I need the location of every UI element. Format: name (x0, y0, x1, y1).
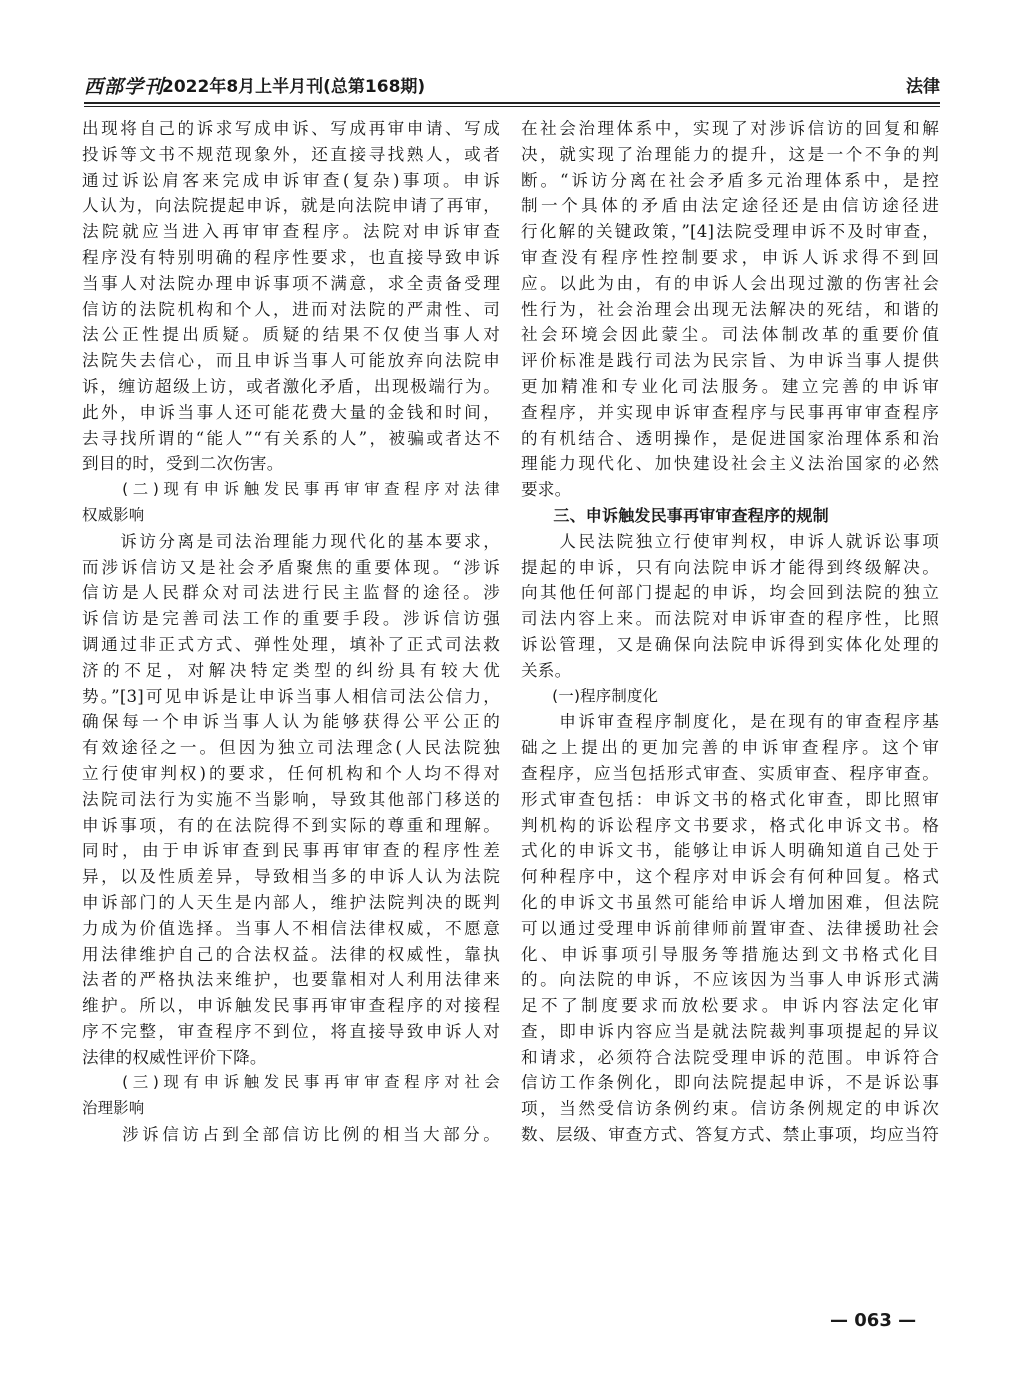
text-line: 通过诉讼肩客来完成申诉审查(复杂)事项。申诉 (82, 170, 500, 190)
text-line: 化、申诉事项引导服务等措施达到文书格式化目 (521, 944, 939, 964)
text-line: 审查没有程序性控制要求，申诉人诉求得不到回 (521, 247, 939, 267)
text-line: 法者的严格执法来维护，也要靠相对人利用法律来 (82, 970, 500, 990)
text-line: 维护。所以，申诉触发民事再审审查程序的对接程 (82, 996, 500, 1016)
text-line: 出现将自己的诉求写成申诉、写成再审申请、写成 (82, 119, 500, 138)
text-line: 法院司法行为实施不当影响，导致其他部门移送的 (82, 789, 500, 809)
text-line: 法律的权威性评价下降。 (82, 1047, 267, 1067)
text-line: 去寻找所谓的“能人”“有关系的人”，被骗或者达不 (82, 428, 500, 448)
text-line: 人认为，向法院提起申诉，就是向法院申请了再审， (82, 196, 500, 216)
subsection-heading: 权威影响 (82, 505, 145, 524)
text-line: 判机构的诉讼程序文书要求，格式化申诉文书。格 (521, 815, 939, 835)
text-line: 可以通过受理申诉前律师前置审查、法律援助社会 (521, 918, 939, 938)
text-line: 向其他任何部门提起的申诉，均会回到法院的独立 (521, 583, 939, 603)
text-line: 式化的申诉文书，能够让申诉人明确知道自己处于 (521, 841, 939, 861)
text-line: 司法内容上来。而法院对申诉审查的程序性，比照 (521, 609, 939, 629)
text-line: 用法律维护自己的合法权益。法律的权威性，靠执 (82, 944, 500, 964)
running-header (84, 70, 940, 102)
text-line: 评价标准是践行司法为民宗旨、为申诉当事人提供 (521, 351, 939, 371)
text-line: 确保每一个申诉当事人认为能够获得公平公正的 (82, 712, 500, 732)
text-line: 信访的法院机构和个人，进而对法院的严肃性、司 (82, 299, 500, 319)
text-line: 诉访分离是司法治理能力现代化的基本要求， (82, 531, 500, 551)
text-line: 人民法院独立行使审判权，申诉人就诉讼事项 (521, 531, 939, 551)
right-column (521, 116, 939, 1148)
header-rule (84, 102, 940, 104)
text-line: 此外，申诉当事人还可能花费大量的金钱和时间， (82, 402, 500, 422)
subsection-heading: (一)程序制度化 (521, 686, 659, 705)
section-name: 法律 (906, 77, 940, 97)
text-line: 诉讼管理，又是确保向法院申诉得到实体化处理的 (521, 634, 939, 654)
text-line: 社会环境会因此蒙尘。司法体制改革的重要价值 (521, 325, 939, 345)
text-line: 决，就实现了治理能力的提升，这是一个不争的判 (521, 144, 939, 164)
text-line: 法公正性提出质疑。质疑的结果不仅使当事人对 (82, 325, 500, 345)
text-line: 涉诉信访占到全部信访比例的相当大部分。 (82, 1125, 500, 1145)
left-column (82, 116, 500, 1148)
text-line: 在社会治理体系中，实现了对涉诉信访的回复和解 (521, 119, 939, 138)
text-line: 有效途径之一。但因为独立司法理念(人民法院独 (82, 738, 500, 758)
text-line: 应。以此为由，有的申诉人会出现过激的伤害社会 (521, 273, 939, 293)
text-line: 化的申诉文书虽然可能给申诉人增加困难，但法院 (521, 892, 939, 912)
text-line: 而涉诉信访又是社会矛盾聚焦的重要体现。“涉诉 (82, 557, 500, 577)
text-line: 序不完整，审查程序不到位，将直接导致申诉人对 (82, 1021, 500, 1041)
text-line: 何种程序中，这个程序对申诉会有何种回复。格式 (521, 867, 939, 887)
text-line: 形式审查包括：申诉文书的格式化审查，即比照审 (521, 789, 939, 809)
text-line: 更加精准和专业化司法服务。建立完善的申诉审 (521, 376, 939, 396)
text-line: 关系。 (521, 660, 572, 680)
text-line: 诉，缠访超级上访，或者激化矛盾，出现极端行为。 (82, 376, 500, 396)
text-line: 断。“诉访分离在社会矛盾多元治理体系中，是控 (521, 170, 939, 190)
section-heading: 三、申诉触发民事再审审查程序的规制 (521, 505, 829, 525)
text-line: 申诉事项，有的在法院得不到实际的尊重和理解。 (82, 815, 500, 835)
page-number: — 063 — (830, 1310, 917, 1331)
text-line: 查，即申诉内容应当是就法院裁判事项提起的异议 (521, 1021, 939, 1041)
text-line: 信访工作条例化，即向法院提起申诉，不是诉讼事 (521, 1073, 939, 1093)
text-line: 力成为价值选择。当事人不相信法律权威，不愿意 (82, 918, 500, 938)
text-line: 础之上提出的更加完善的申诉审查程序。这个审 (521, 738, 939, 758)
subsection-heading: (三)现有申诉触发民事再审审查程序对社会 (82, 1073, 500, 1092)
text-line: 投诉等文书不规范现象外，还直接寻找熟人，或者 (82, 144, 500, 164)
text-line: 调通过非正式方式、弹性处理，填补了正式司法救 (82, 634, 500, 654)
text-line: 和请求，必须符合法院受理申诉的范围。申诉符合 (521, 1047, 939, 1067)
text-line: 异，以及性质差异，导致相当多的申诉人认为法院 (82, 867, 500, 887)
text-line: 要求。 (521, 480, 572, 500)
issue-info: 2022年8月上半月刊(总第168期) (162, 77, 426, 97)
journal-logo: 西部学刊 (84, 76, 165, 98)
text-line: 法院就应当进入再审审查程序。法院对申诉审查 (82, 222, 500, 242)
header-rule-thin (84, 106, 940, 107)
text-line: 法院失去信心，而且申诉当事人可能放弃向法院申 (82, 351, 500, 371)
text-line: 同时，由于申诉审查到民事再审审查的程序性差 (82, 841, 500, 861)
text-line: 制一个具体的矛盾由法定途径还是由信访途径进 (521, 196, 939, 216)
text-line: 提起的申诉，只有向法院申诉才能得到终级解决。 (521, 557, 939, 577)
text-line: 势。”[3]可见申诉是让申诉当事人相信司法公信力， (82, 686, 500, 706)
text-line: 诉信访是完善司法工作的重要手段。涉诉信访强 (82, 609, 500, 629)
subsection-heading: (二)现有申诉触发民事再审审查程序对法律 (82, 480, 500, 499)
text-line: 性行为，社会治理会出现无法解决的死结，和谐的 (521, 299, 939, 319)
text-line: 查程序，应当包括形式审查、实质审查、程序审查。 (521, 763, 939, 783)
text-line: 数、层级、审查方式、答复方式、禁止事项，均应当符 (521, 1125, 939, 1145)
text-line: 申诉部门的人天生是内部人，维护法院判决的既判 (82, 892, 500, 912)
text-line: 信访是人民群众对司法进行民主监督的途径。涉 (82, 583, 500, 603)
text-line: 查程序，并实现申诉审查程序与民事再审审查程序 (521, 402, 939, 422)
text-line: 立行使审判权)的要求，任何机构和个人均不得对 (82, 763, 500, 783)
text-line: 到目的时，受到二次伤害。 (82, 454, 284, 474)
text-line: 理能力现代化、加快建设社会主义法治国家的必然 (521, 454, 939, 474)
text-line: 程序没有特别明确的程序性要求，也直接导致申诉 (82, 247, 500, 267)
text-line: 项，当然受信访条例约束。信访条例规定的申诉次 (521, 1099, 939, 1119)
text-line: 足不了制度要求而放松要求。申诉内容法定化审 (521, 996, 939, 1016)
text-line: 当事人对法院办理申诉事项不满意，求全责备受理 (82, 273, 500, 293)
text-line: 济的不足，对解决特定类型的纠纷具有较大优 (82, 660, 500, 680)
text-line: 的。向法院的申诉，不应该因为当事人申诉形式满 (521, 970, 939, 990)
text-line: 的有机结合、透明操作，是促进国家治理体系和治 (521, 428, 939, 448)
subsection-heading: 治理影响 (82, 1099, 145, 1118)
text-line: 申诉审查程序制度化，是在现有的审查程序基 (521, 712, 939, 732)
text-line: 行化解的关键政策，”[4]法院受理申诉不及时审查， (521, 222, 939, 242)
